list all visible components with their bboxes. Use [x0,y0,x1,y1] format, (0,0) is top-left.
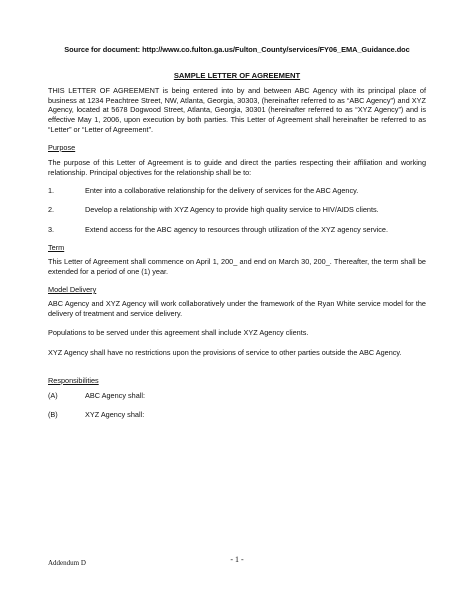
source-line: Source for document: http://www.co.fulton.ga.us/Fulton_County/services/FY06_EMA_Guidance.doc [64,45,410,54]
objective-number: 1. [48,186,55,195]
responsibility-text: ABC Agency shall: [85,391,146,400]
purpose-paragraph: The purpose of this Letter of Agreement is to guide and direct the parties respecting their affiliation and working relationship. Principal objectives for the relationship shall be to: [48,158,426,177]
responsibilities-heading: Responsibilities [48,376,99,385]
page-number: - 1 - [230,555,244,564]
model-delivery-heading: Model Delivery [48,285,97,294]
model-delivery-paragraph-1: ABC Agency and XYZ Agency will work collaboratively under the framework of the Ryan White service model for the delivery of treatment and service delivery. [48,299,426,318]
responsibility-text: XYZ Agency shall: [85,410,145,419]
model-delivery-paragraph-3: XYZ Agency shall have no restrictions upon the provisions of service to other parties outside the ABC Agency. [48,348,402,357]
intro-paragraph: THIS LETTER OF AGREEMENT is being entered into by and between ABC Agency with its principal place of business at 1234 Peachtree Street, NW, Atlanta, Georgia, 30303, (hereinafter referred to as “ABC Agency”) and XYZ Agency, located at 5678 Dogwood Street, Atlanta, Georgia, 30301 (hereinafter referred to as “XYZ Agency”) and is effective May 1, 2006, upon execution by both parties. This Letter of Agreement shall hereinafter be referred to as “Letter” or “Letter of Agreement”. [48,86,426,134]
term-paragraph: This Letter of Agreement shall commence on April 1, 200_ and end on March 30, 200_. Thereafter, the term shall be extended for a period of one (1) year. [48,257,426,276]
footer-addendum: Addendum D [48,559,86,567]
objective-number: 3. [48,225,55,234]
model-delivery-paragraph-2: Populations to be served under this agreement shall include XYZ Agency clients. [48,328,309,337]
responsibility-label: (B) [48,410,58,419]
objective-text: Develop a relationship with XYZ Agency to provide high quality service to HIV/AIDS clients. [85,205,379,214]
document-title: SAMPLE LETTER OF AGREEMENT [173,71,301,80]
objective-number: 2. [48,205,55,214]
term-heading: Term [48,243,65,252]
responsibility-label: (A) [48,391,58,400]
objective-text: Enter into a collaborative relationship for the delivery of services for the ABC Agency. [85,186,359,195]
purpose-heading: Purpose [48,143,76,152]
objective-text: Extend access for the ABC agency to resources through utilization of the XYZ agency service. [85,225,388,234]
